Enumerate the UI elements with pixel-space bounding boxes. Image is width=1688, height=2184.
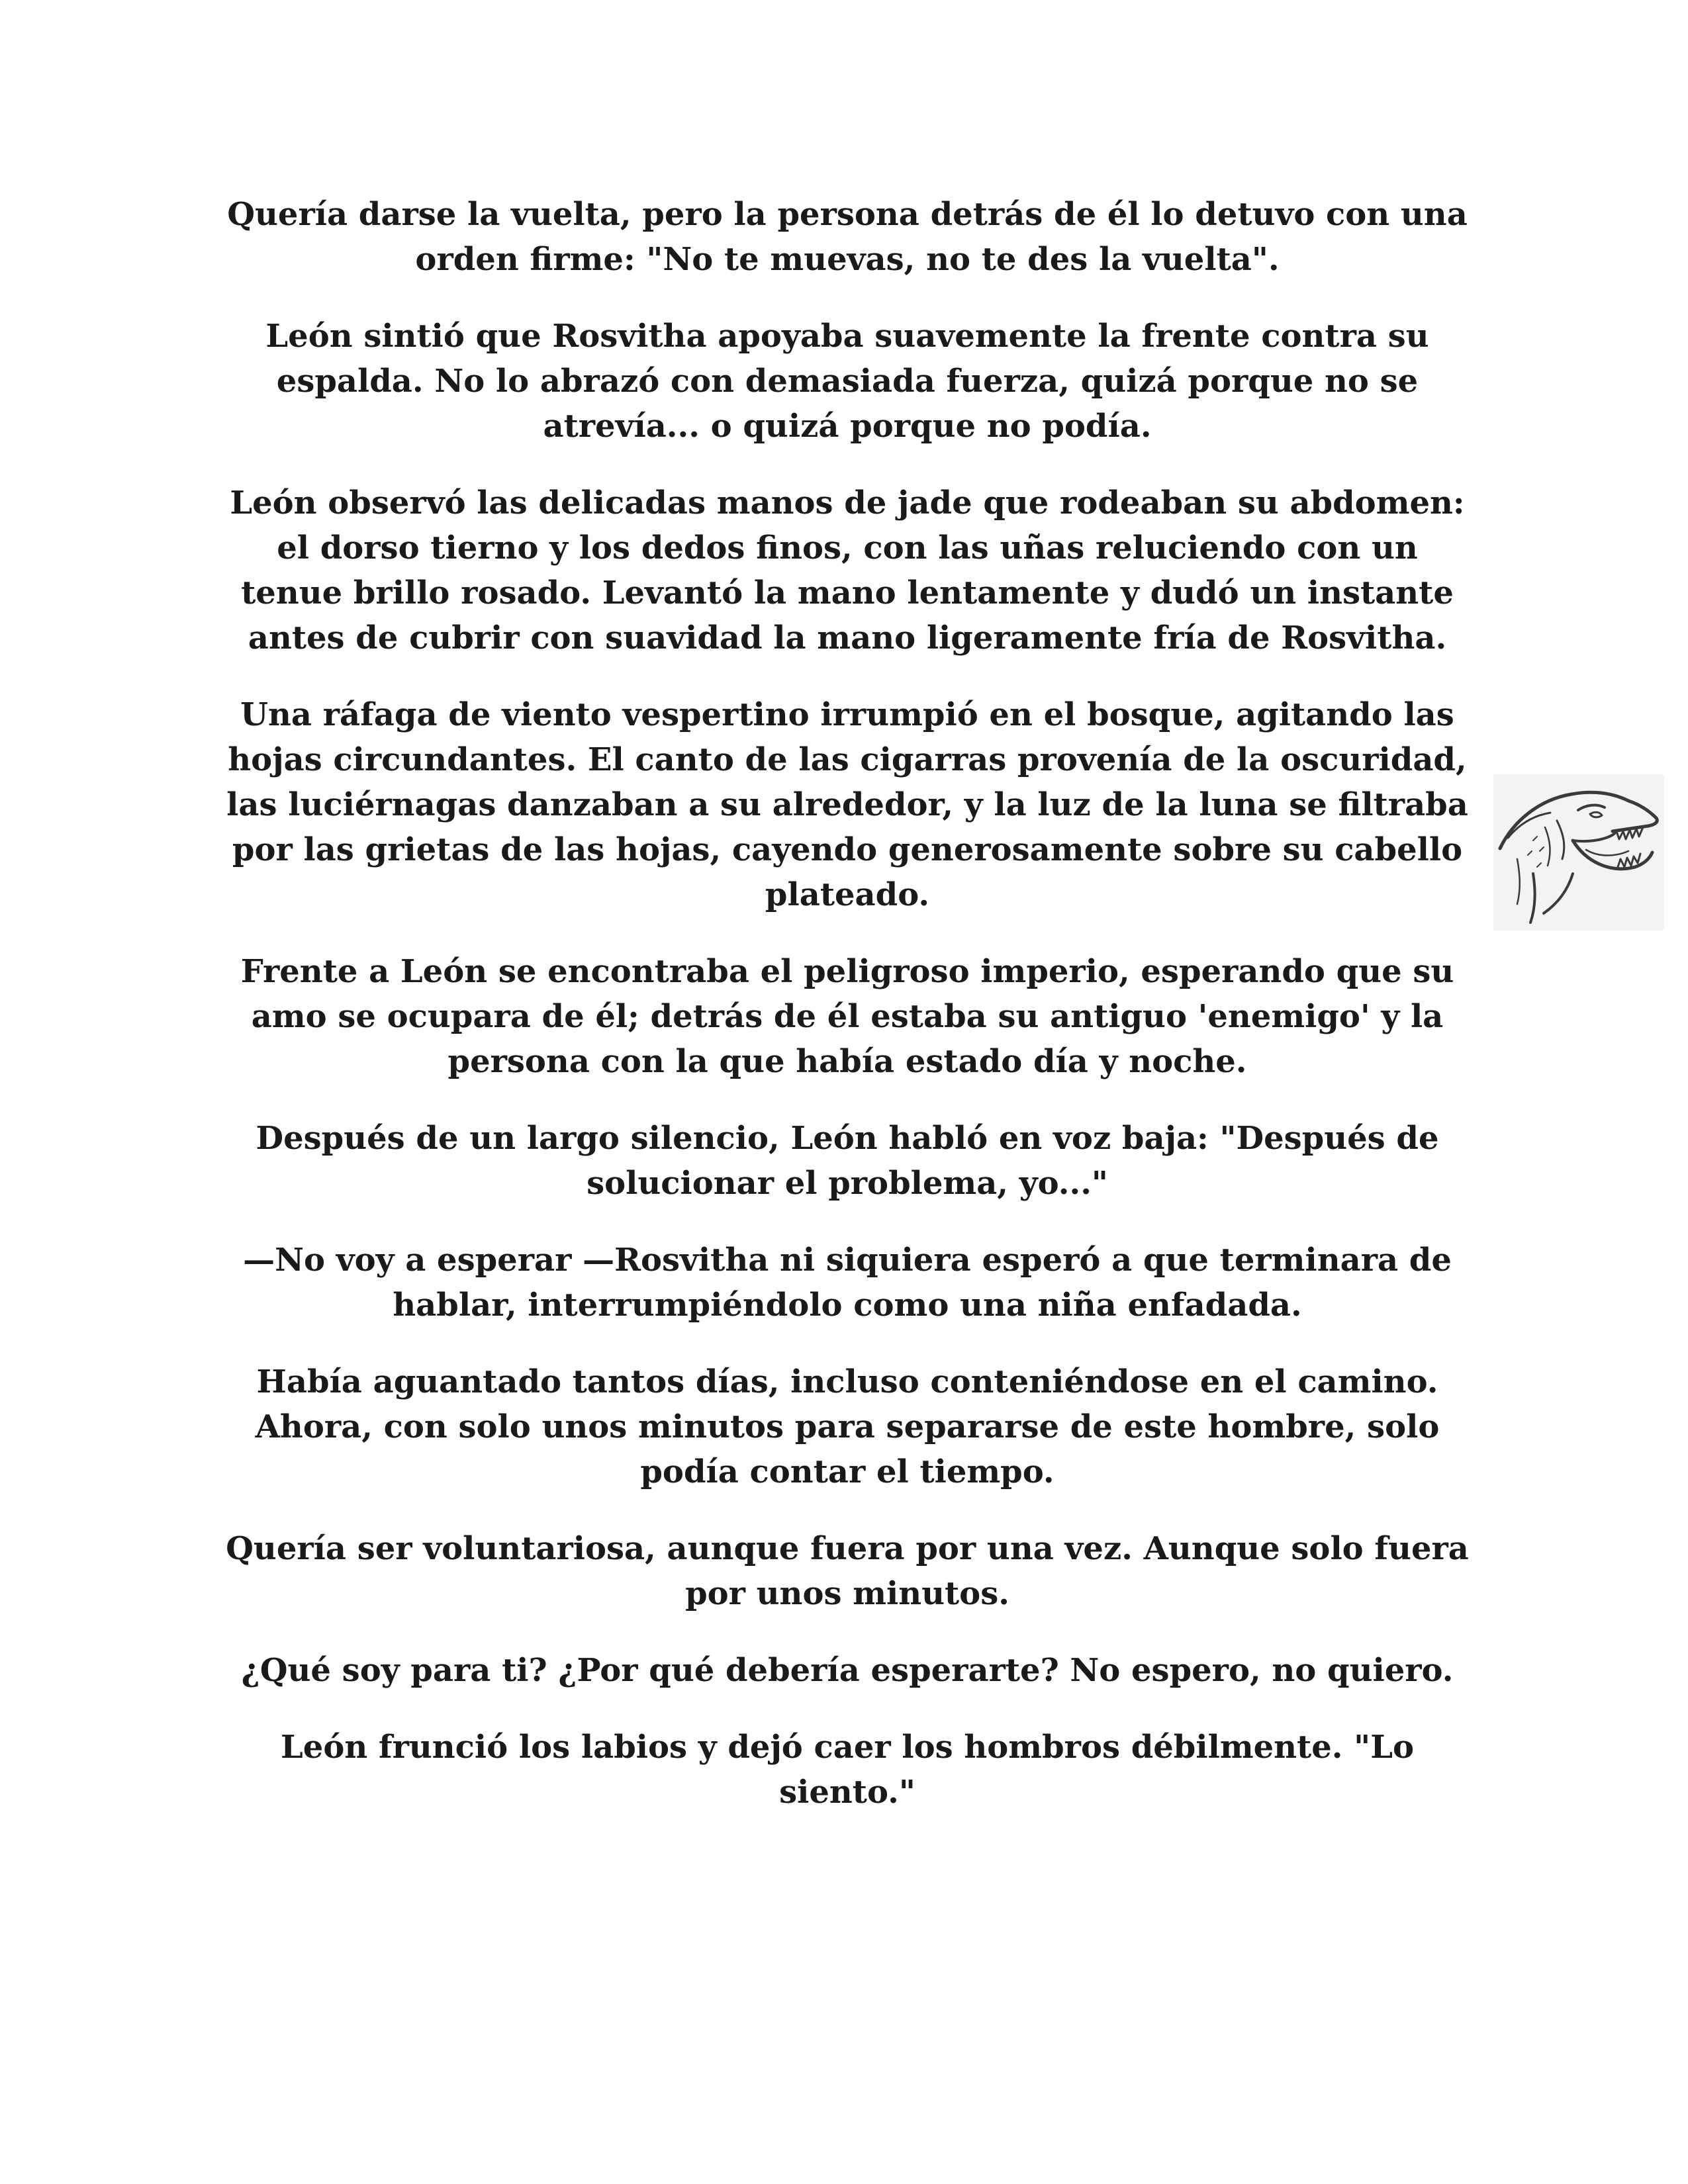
paragraph-6: Después de un largo silencio, León habló en voz baja: "Después de solucionar el problema, yo...": [256, 1120, 1439, 1202]
paragraph-8: Había aguantado tantos días, incluso conteniéndose en el camino. Ahora, con solo unos minutos para separarse de este hombre, solo podía contar el tiempo.: [255, 1363, 1440, 1490]
paragraph-3: León observó las delicadas manos de jade que rodeaban su abdomen: el dorso tierno y los dedos finos, con las uñas reluciendo con un tenue brillo rosado. Levantó la mano lentamente y dudó un instante antes de cubrir con suavidad la mano ligeramente fría de Rosvitha.: [230, 484, 1465, 657]
paragraph-4: Una ráfaga de viento vespertino irrumpió en el bosque, agitando las hojas circundantes. El canto de las cigarras provenía de la oscuridad, las luciérnagas danzaban a su alrededor, y la luz de la luna se filtraba por las grietas de las hojas, cayendo generosamente sobre su cabello plateado.: [226, 696, 1468, 913]
paragraph-5: Frente a León se encontraba el peligroso imperio, esperando que su amo se ocupara de él; detrás de él estaba su antiguo 'enemigo' y la persona con la que había estado día y noche.: [240, 953, 1454, 1080]
logo-background: [1493, 774, 1664, 931]
paragraph-7: —No voy a esperar —Rosvitha ni siquiera esperó a que terminara de hablar, interrumpiéndolo como una niña enfadada.: [243, 1242, 1452, 1324]
paragraph-11: León frunció los labios y dejó caer los hombros débilmente. "Lo siento.": [281, 1729, 1414, 1811]
dinosaur-head-icon: [1493, 774, 1664, 931]
text-column: [225, 192, 1470, 1846]
paragraph-9: Quería ser voluntariosa, aunque fuera por una vez. Aunque solo fuera por unos minutos.: [226, 1530, 1469, 1612]
paragraph-1: Quería darse la vuelta, pero la persona detrás de él lo detuvo con una orden firme: "No te muevas, no te des la vuelta".: [227, 196, 1468, 278]
paragraph-2: León sintió que Rosvitha apoyaba suavemente la frente contra su espalda. No lo abrazó con demasiada fuerza, quizá porque no se atrevía... o quizá porque no podía.: [265, 318, 1429, 445]
paragraph-10: ¿Qué soy para ti? ¿Por qué debería esperarte? No espero, no quiero.: [241, 1652, 1454, 1689]
